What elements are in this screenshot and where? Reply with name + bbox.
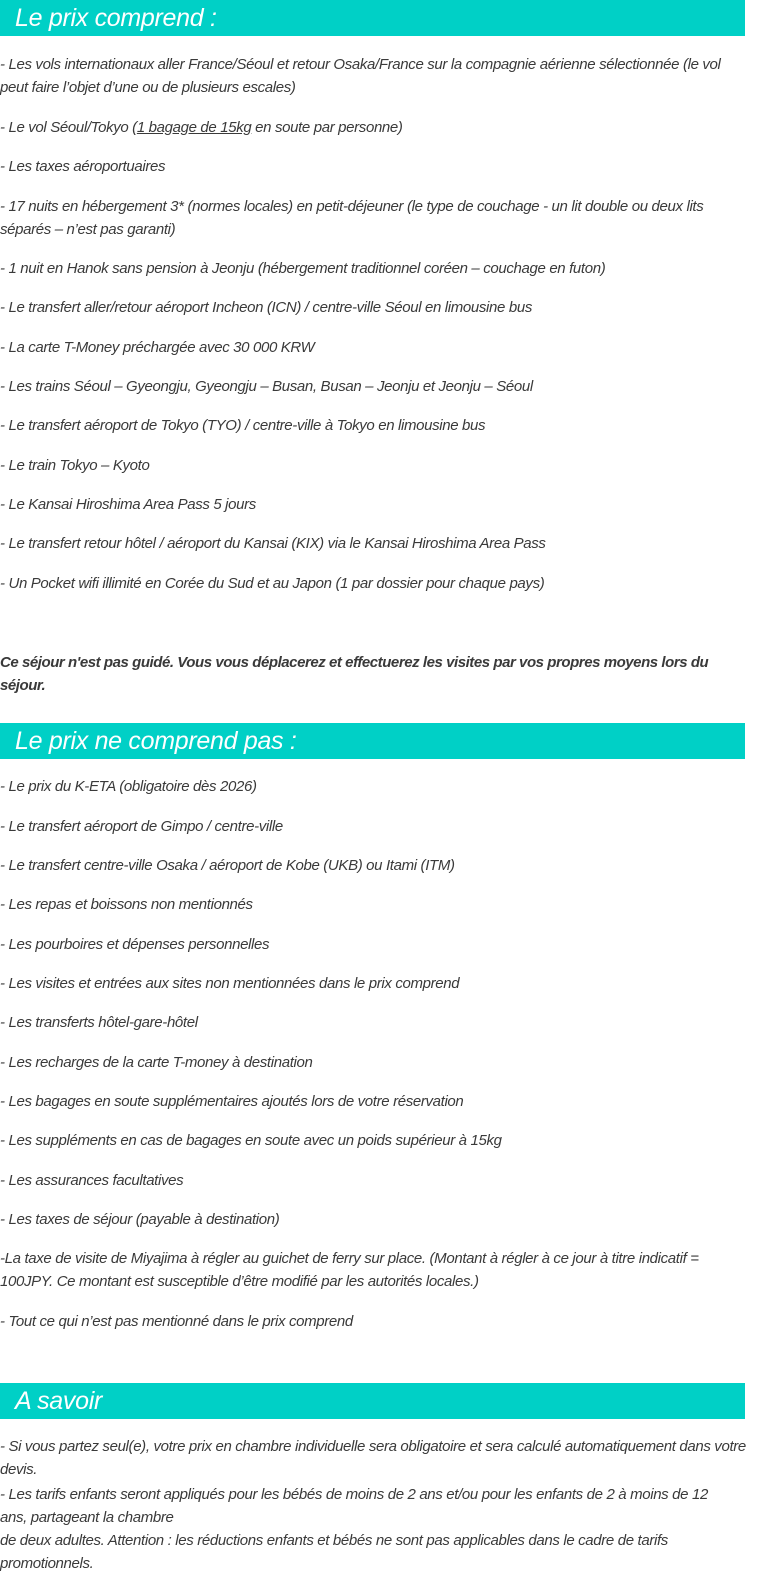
section-title-included: Le prix comprend : (0, 0, 745, 36)
not-included-item: -La taxe de visite de Miyajima à régler au guichet de ferry sur place. (Montant à régler à ce jour à titre indicatif = 100JPY. Ce montant est susceptible d’être modifié par les autorités locales.) (0, 1250, 699, 1290)
not-included-item: - Les repas et boissons non mentionnés (0, 896, 253, 913)
good-to-know-promo-note: de deux adultes. Attention : les réductions enfants et bébés ne sont pas applicables dans le cadre de tarifs promotionnels. (0, 1532, 668, 1572)
included-item-train-tokyo-kyoto: - Le train Tokyo – Kyoto (0, 457, 150, 474)
not-included-item: - Les visites et entrées aux sites non mentionnées dans le prix comprend (0, 975, 460, 992)
not-included-item: - Les pourboires et dépenses personnelles (0, 936, 270, 953)
not-included-item: - Les assurances facultatives (0, 1172, 184, 1189)
not-included-item: - Le prix du K-ETA (obligatoire dès 2026) (0, 778, 257, 795)
good-to-know-single-traveller: - Si vous partez seul(e), votre prix en chambre individuelle sera obligatoire et sera calculé automatiquement dans votre devis. (0, 1438, 746, 1478)
included-item-seoul-tokyo-flight-prefix: - Le vol Séoul/Tokyo ( (0, 119, 137, 136)
not-included-item: - Les suppléments en cas de bagages en soute avec un poids supérieur à 15kg (0, 1132, 502, 1149)
included-item-kansai-transfer: - Le transfert retour hôtel / aéroport du Kansai (KIX) via le Kansai Hiroshima Area Pass (0, 535, 546, 552)
included-item-seoul-tokyo-flight (0, 116, 752, 139)
included-item-kansai-pass: - Le Kansai Hiroshima Area Pass 5 jours (0, 496, 256, 513)
not-guided-note: Ce séjour n'est pas guidé. Vous vous déplacerez et effectuerez les visites par vos propres moyens lors du séjour. (0, 654, 709, 694)
included-item-airport-taxes: - Les taxes aéroportuaires (0, 158, 166, 175)
section-title-good-to-know: A savoir (0, 1383, 745, 1419)
included-item-seoul-tokyo-flight-suffix: en soute par personne) (251, 119, 403, 136)
included-item-tokyo-transfer: - Le transfert aéroport de Tokyo (TYO) / centre-ville à Tokyo en limousine bus (0, 417, 486, 434)
included-item-incheon-transfer: - Le transfert aller/retour aéroport Incheon (ICN) / centre-ville Séoul en limousine bus (0, 299, 532, 316)
not-included-item: - Les bagages en soute supplémentaires ajoutés lors de votre réservation (0, 1093, 464, 1110)
included-item-pocket-wifi: - Un Pocket wifi illimité en Corée du Sud et au Japon (1 par dossier pour chaque pays) (0, 575, 545, 592)
included-item-international-flights: - Les vols internationaux aller France/Séoul et retour Osaka/France sur la compagnie aérienne sélectionnée (le vol peut faire l’objet d’une ou de plusieurs escales) (0, 56, 721, 96)
included-item-accommodation: - 17 nuits en hébergement 3* (normes locales) en petit-déjeuner (le type de couchage - un lit double ou deux lits séparés – n’est pas garanti) (0, 198, 704, 238)
included-item-tmoney-card: - La carte T-Money préchargée avec 30 000 KRW (0, 339, 315, 356)
not-included-item: - Le transfert centre-ville Osaka / aéroport de Kobe (UKB) ou Itami (ITM) (0, 857, 455, 874)
not-included-item: - Les taxes de séjour (payable à destination) (0, 1211, 280, 1228)
not-included-item: - Tout ce qui n’est pas mentionné dans le prix comprend (0, 1313, 353, 1330)
section-title-not-included: Le prix ne comprend pas : (0, 723, 745, 759)
good-to-know-child-rates: - Les tarifs enfants seront appliqués pour les bébés de moins de 2 ans et/ou pour les enfants de 2 à moins de 12 ans, partageant la chambre (0, 1486, 708, 1526)
not-included-item: - Les transferts hôtel-gare-hôtel (0, 1014, 198, 1031)
included-item-korea-trains: - Les trains Séoul – Gyeongju, Gyeongju – Busan, Busan – Jeonju et Jeonju – Séoul (0, 378, 533, 395)
included-item-hanok: - 1 nuit en Hanok sans pension à Jeonju (hébergement traditionnel coréen – couchage en futon) (0, 260, 606, 277)
not-included-item: - Le transfert aéroport de Gimpo / centre-ville (0, 818, 283, 835)
not-included-item: - Les recharges de la carte T-money à destination (0, 1054, 313, 1071)
baggage-15kg-link[interactable]: 1 bagage de 15kg (136, 119, 252, 136)
